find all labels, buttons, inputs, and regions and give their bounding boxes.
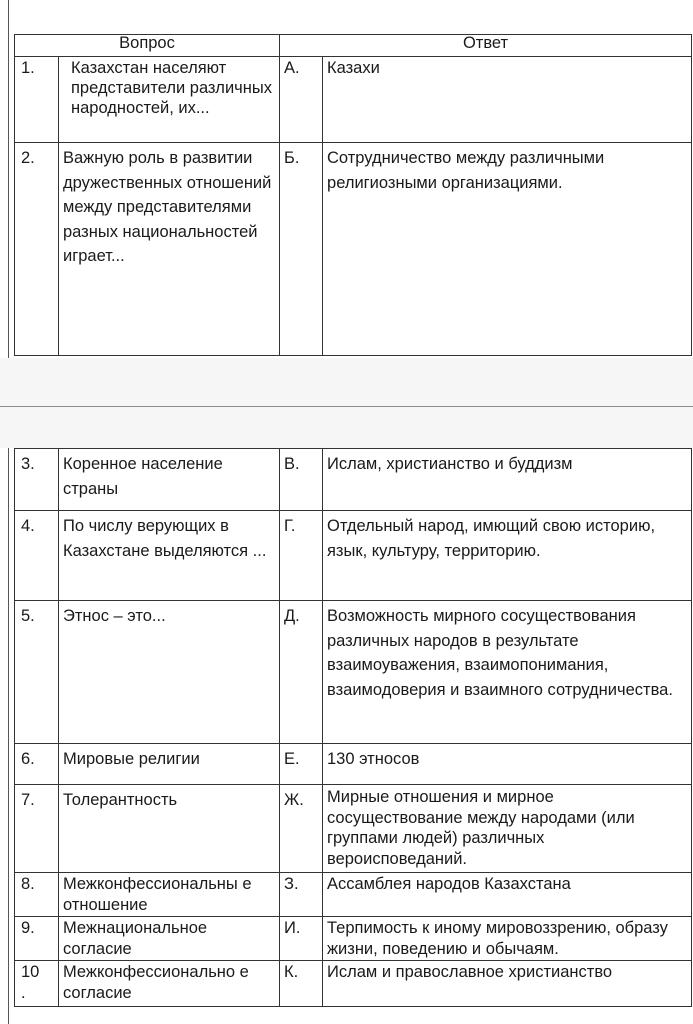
table-row (15, 917, 692, 961)
answer-text: Ислам и православное христианство (323, 961, 692, 1007)
answer-text: Терпимость к иному мировоззрению, образу жизни, поведению и обычаям. (323, 917, 692, 961)
answer-letter: Е. (280, 744, 323, 785)
question-text: Межконфессиональны е отношение (59, 873, 280, 917)
answer-letter: И. (280, 917, 323, 961)
answer-letter: Г. (280, 511, 323, 601)
question-text: Этнос – это... (59, 601, 280, 744)
answer-text: Отдельный народ, имющий свою историю, язык, культуру, территорию. (323, 511, 692, 601)
table-row (15, 143, 692, 356)
answer-letter: Б. (280, 143, 323, 356)
table-row (15, 449, 692, 511)
row-number: 7. (15, 785, 59, 873)
table-row (15, 785, 692, 873)
table-row (15, 511, 692, 601)
question-text: Толерантность (59, 785, 280, 873)
page-edge-line (8, 448, 9, 1024)
row-number: 1. (15, 57, 59, 143)
row-number: 4. (15, 511, 59, 601)
question-text: Межнациональное согласие (59, 917, 280, 961)
answer-text: Ислам, христианство и буддизм (323, 449, 692, 511)
table-row (15, 601, 692, 744)
answer-text: Возможность мирного сосуществования различных народов в результате взаимоуважения, взаимопонимания, взаимодоверия и взаимного сотрудничества. (323, 601, 692, 744)
table-row (15, 873, 692, 917)
question-text: Коренное население страны (59, 449, 280, 511)
divider-line (0, 406, 693, 407)
answer-text: Сотрудничество между различными религиозными организациями. (323, 143, 692, 356)
answer-text: Ассамблея народов Казахстана (323, 873, 692, 917)
row-number: 6. (15, 744, 59, 785)
answer-text: 130 этносов (323, 744, 692, 785)
answer-letter: Д. (280, 601, 323, 744)
answer-text: Мирные отношения и мирное сосуществование между народами (или группами людей) различных вероисповеданий. (323, 785, 692, 873)
table-header-row (15, 35, 692, 57)
answer-letter: З. (280, 873, 323, 917)
answer-text: Казахи (323, 57, 692, 143)
answer-letter: В. (280, 449, 323, 511)
row-number: 5. (15, 601, 59, 744)
questions-table-top (14, 34, 692, 356)
row-number: 10 . (15, 961, 59, 1007)
row-number: 2. (15, 143, 59, 356)
page-edge-line (8, 0, 9, 358)
question-text: Казахстан населяют представители различных народностей, их... (59, 57, 280, 143)
fragment-gap (0, 358, 693, 448)
question-text: Межконфессионально е согласие (59, 961, 280, 1007)
table-row (15, 961, 692, 1007)
row-number: 9. (15, 917, 59, 961)
row-number: 8. (15, 873, 59, 917)
question-text: Важную роль в развитии дружественных отношений между представителями разных национальностей играет... (59, 143, 280, 356)
table-row (15, 57, 692, 143)
answer-letter: К. (280, 961, 323, 1007)
header-answer: Ответ (280, 35, 692, 57)
question-text: По числу верующих в Казахстане выделяются ... (59, 511, 280, 601)
table-fragment-top (0, 0, 693, 358)
table-fragment-bottom (0, 448, 693, 1024)
answer-letter: Ж. (280, 785, 323, 873)
answer-letter: А. (280, 57, 323, 143)
row-number: 3. (15, 449, 59, 511)
table-row (15, 744, 692, 785)
header-question: Вопрос (15, 35, 280, 57)
question-text: Мировые религии (59, 744, 280, 785)
questions-table-bottom (14, 448, 692, 1007)
